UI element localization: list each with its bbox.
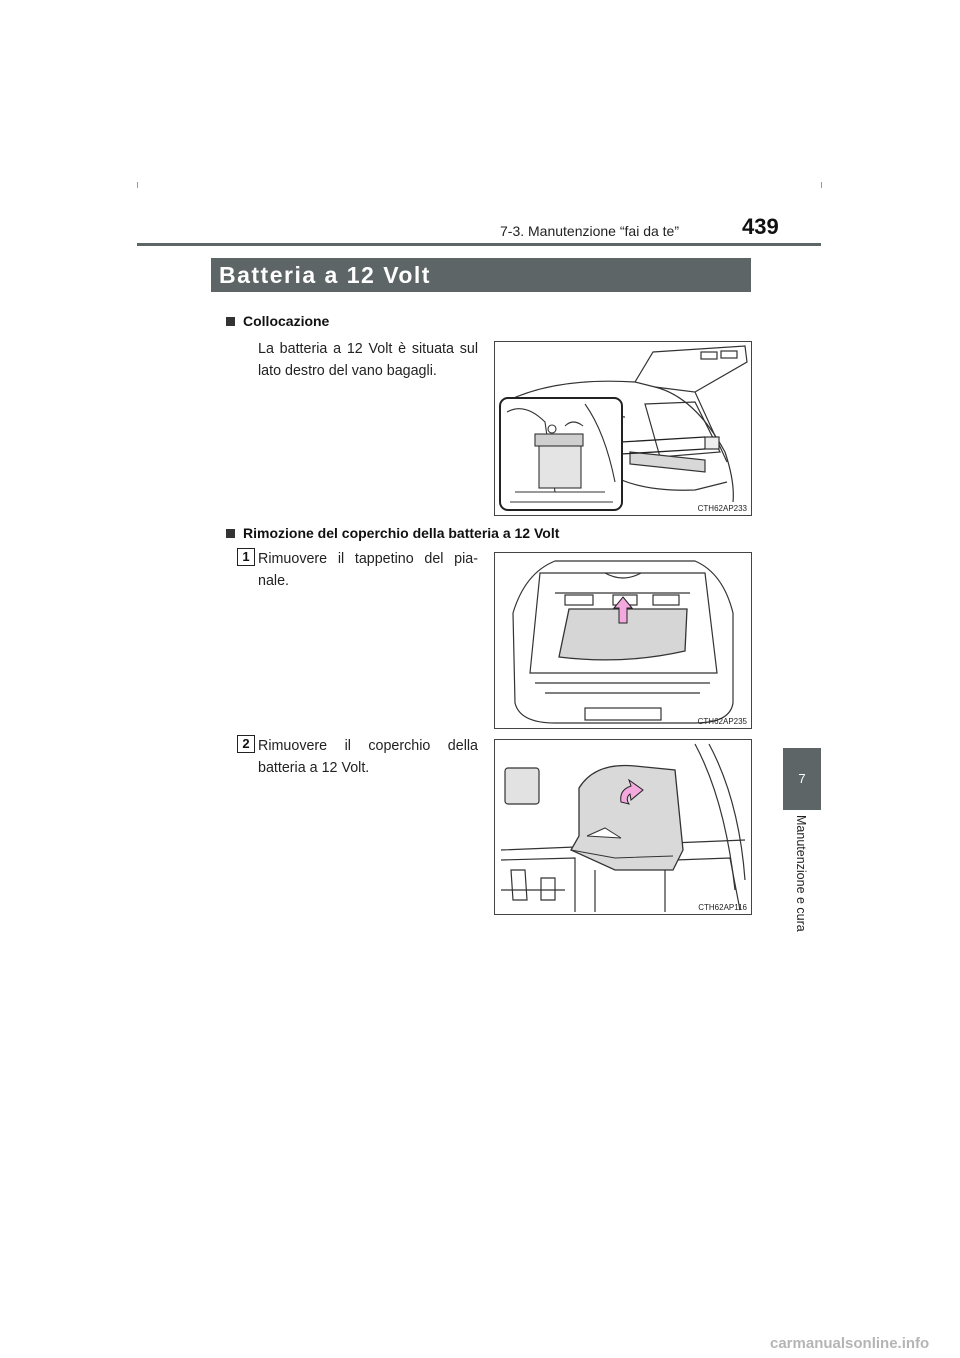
watermark: carmanualsonline.info — [770, 1335, 930, 1352]
figure-battery-location — [494, 341, 752, 516]
figure-floor-mat — [494, 552, 752, 729]
page-number: 439 — [742, 214, 779, 239]
figure-3-code-label: CTH62AP116 — [698, 903, 747, 912]
figure-1-code-label: CTH62AP233 — [697, 504, 747, 513]
crop-mark-left — [137, 182, 138, 188]
section-title-bar — [211, 258, 751, 292]
header-rule — [137, 243, 821, 246]
figure-2-code-label: CTH62AP235 — [697, 717, 747, 726]
step-2-number: 2 — [237, 735, 255, 753]
location-heading: Collocazione — [226, 313, 329, 329]
removal-heading: Rimozione del coperchio della batteria a 12 Volt — [226, 525, 559, 541]
step-1-text: Rimuovere il tappetino del pia-nale. — [258, 551, 478, 589]
figure-battery-cover — [494, 739, 752, 915]
section-title: Batteria a 12 Volt — [219, 262, 431, 288]
bullet-square-icon — [226, 529, 235, 538]
chapter-title: Manutenzione e cura — [794, 815, 808, 932]
trunk-floor-illustration — [495, 553, 751, 728]
car-rear-illustration — [495, 342, 751, 515]
location-text: La batteria a 12 Volt è situata sul lato destro del vano bagagli. — [258, 341, 478, 379]
step-2-text: Rimuovere il coperchio della batteria a 12 Volt. — [258, 738, 478, 776]
chapter-side-label — [790, 815, 814, 975]
section-header: 7-3. Manutenzione “fai da te” — [500, 223, 679, 239]
battery-cover-illustration — [495, 740, 751, 914]
chapter-tab: 7 — [783, 748, 821, 810]
step-1-number: 1 — [237, 548, 255, 566]
bullet-square-icon — [226, 317, 235, 326]
crop-mark-right — [821, 182, 822, 188]
